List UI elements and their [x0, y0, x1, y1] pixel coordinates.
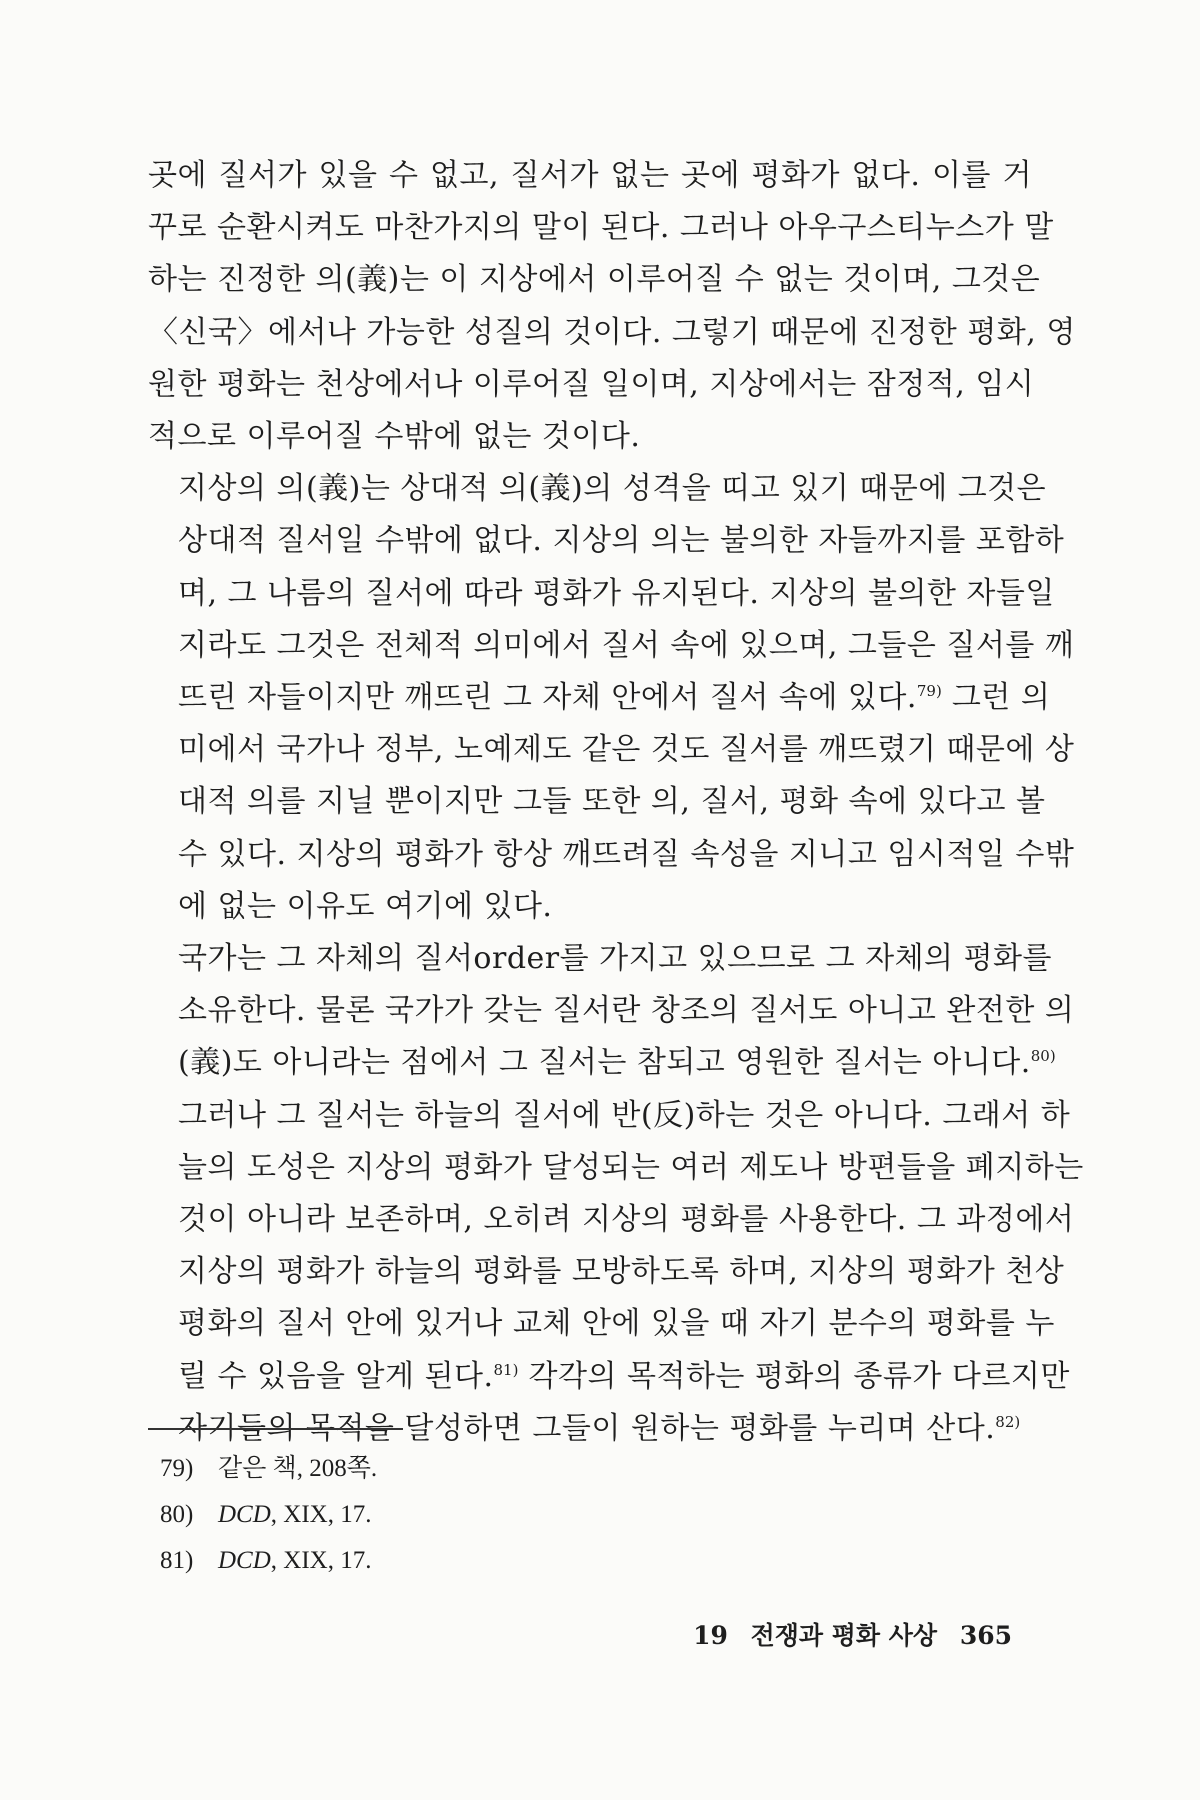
footnote-reference[interactable]: 82)	[995, 1412, 1021, 1431]
text-line: 뜨린 자들이지만 깨뜨린 그 자체 안에서 질서 속에 있다.$^{79)}$ 그런 의	[178, 680, 1051, 716]
text-line: 상대적 질서일 수밖에 없다. 지상의 의는 불의한 자들까지를 포함하	[178, 523, 1065, 559]
footnote-item	[160, 1492, 860, 1538]
text-line: 원한 평화는 천상에서나 이루어질 일이며, 지상에서는 잠정적, 임시	[148, 366, 1035, 402]
text-line: 것이 아니라 보존하며, 오히려 지상의 평화를 사용한다. 그 과정에서	[178, 1202, 1075, 1238]
footnote-reference[interactable]: 81)	[493, 1360, 519, 1379]
text-line: 지상의 의(義)는 상대적 의(義)의 성격을 띠고 있기 때문에 그것은	[178, 471, 1047, 507]
footnote-reference[interactable]: 80)	[1030, 1047, 1056, 1066]
footnote-rule	[148, 1428, 403, 1430]
text-line: 지라도 그것은 전체적 의미에서 질서 속에 있으며, 그들은 질서를 깨	[178, 627, 1075, 663]
footnote-source-title: DCD	[218, 1501, 271, 1528]
footnote-item	[160, 1538, 860, 1584]
footnote-number: 80)	[160, 1501, 194, 1528]
paragraph	[148, 150, 1076, 463]
text-line: 곳에 질서가 있을 수 없고, 질서가 없는 곳에 평화가 없다. 이를 거	[148, 158, 1032, 193]
text-line: 평화의 질서 안에 있거나 교체 안에 있을 때 자기 분수의 평화를 누	[178, 1306, 1055, 1342]
text-line: 적으로 이루어질 수밖에 없는 것이다.	[148, 419, 641, 455]
text-line: 소유한다. 물론 국가가 갖는 질서란 창조의 질서도 아니고 완전한 의	[178, 993, 1075, 1029]
text-line: 늘의 도성은 지상의 평화가 달성되는 여러 제도나 방편들을 폐지하는	[178, 1149, 1084, 1185]
footnote-text: , XIX, 17.	[270, 1547, 372, 1574]
footnote-reference[interactable]: 79)	[916, 682, 942, 701]
text-line: 미에서 국가나 정부, 노예제도 같은 것도 질서를 깨뜨렸기 때문에 상	[178, 732, 1075, 768]
text-line: 꾸로 순환시켜도 마찬가지의 말이 된다. 그러나 아우구스티누스가 말	[148, 210, 1054, 246]
footnote-text: 같은 책, 208쪽.	[218, 1455, 378, 1482]
text-line: 지상의 평화가 하늘의 평화를 모방하도록 하며, 지상의 평화가 천상	[178, 1254, 1065, 1290]
running-footer	[693, 1616, 1012, 1652]
chapter-title: 전쟁과 평화 사상	[750, 1621, 938, 1650]
text-line: 에 없는 이유도 여기에 있다.	[178, 888, 553, 924]
paragraph	[148, 933, 1084, 1455]
text-line: 며, 그 나름의 질서에 따라 평화가 유지된다. 지상의 불의한 자들일	[178, 575, 1055, 611]
footnote-text: , XIX, 17.	[270, 1501, 372, 1528]
chapter-number: 19	[693, 1621, 728, 1650]
footnotes	[160, 1446, 860, 1584]
footnote-number: 79)	[160, 1455, 194, 1482]
text-line: 릴 수 있음을 알게 된다.$^{81)}$ 각각의 목적하는 평화의 종류가 다르지만	[178, 1358, 1070, 1394]
paragraph	[148, 463, 1075, 933]
page-number: 365	[959, 1621, 1012, 1650]
text-line: 자기들의 목적을 달성하면 그들이 원하는 평화를 누리며 산다.$^{82)}$	[178, 1410, 1021, 1446]
text-line: 국가는 그 자체의 질서order를 가지고 있으므로 그 자체의 평화를	[178, 941, 1053, 977]
footnote-item	[160, 1446, 860, 1492]
text-line: 그러나 그 질서는 하늘의 질서에 반(反)하는 것은 아니다. 그래서 하	[178, 1097, 1071, 1133]
footnote-number: 81)	[160, 1547, 194, 1574]
text-line: 대적 의를 지닐 뿐이지만 그들 또한 의, 질서, 평화 속에 있다고 볼	[178, 784, 1046, 820]
text-line: (義)도 아니라는 점에서 그 질서는 참되고 영원한 질서는 아니다.$^{80)}$	[178, 1045, 1056, 1081]
footnote-source-title: DCD	[218, 1547, 271, 1574]
text-line: 하는 진정한 의(義)는 이 지상에서 이루어질 수 없는 것이며, 그것은	[148, 262, 1041, 298]
body-text	[148, 150, 1084, 1455]
text-line: 수 있다. 지상의 평화가 항상 깨뜨려질 속성을 지니고 임시적일 수밖	[178, 836, 1075, 872]
text-line: 〈신국〉에서나 가능한 성질의 것이다. 그렇기 때문에 진정한 평화, 영	[148, 314, 1076, 350]
